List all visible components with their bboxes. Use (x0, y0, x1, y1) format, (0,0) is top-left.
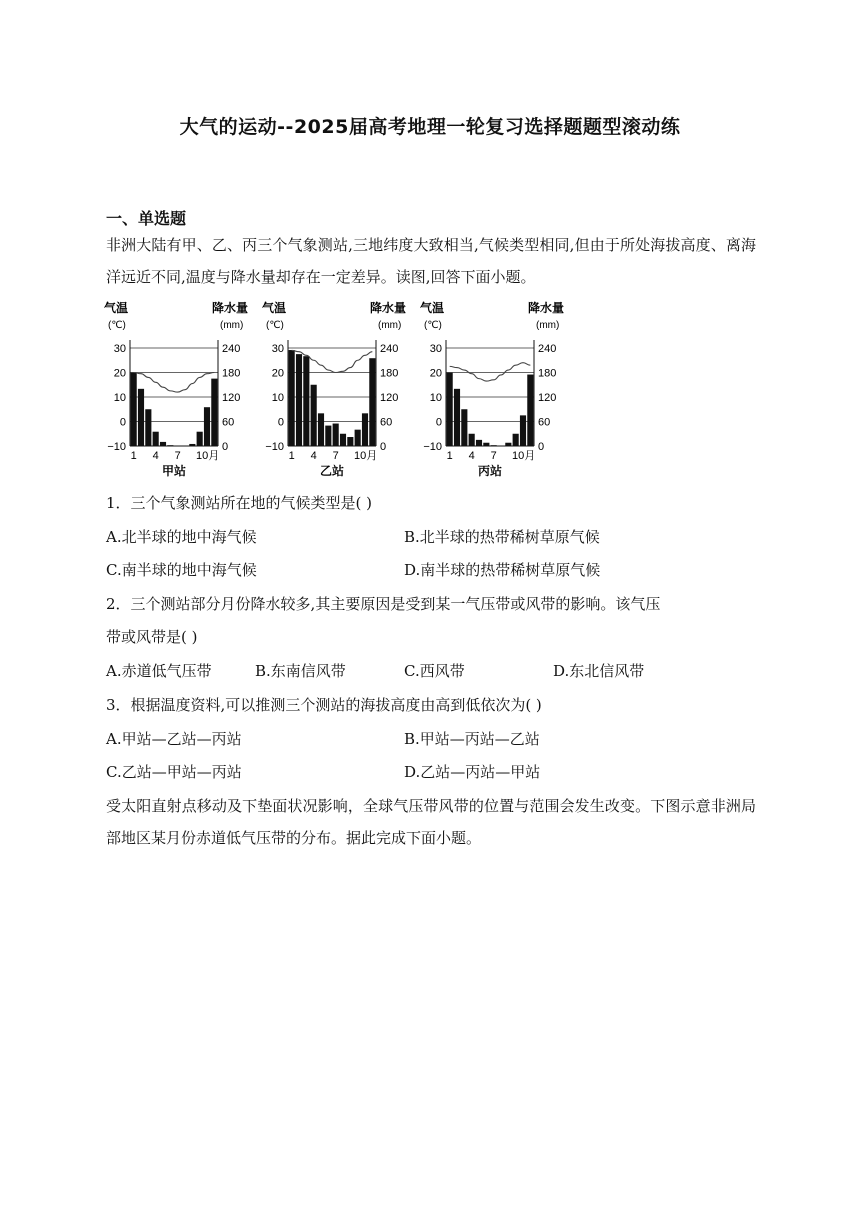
chart1-left-tick: 0 (119, 416, 126, 429)
chart2-precip-bar (303, 356, 309, 446)
chart3-left-tick: 0 (435, 416, 442, 429)
chart2-left-tick: 20 (271, 367, 284, 380)
chart1-x-tick: 7 (174, 450, 181, 462)
q1-option-a[interactable]: A.北半球的地中海气候 (106, 528, 257, 546)
chart2-x-tick: 7 (332, 450, 339, 462)
chart3-left-tick: 30 (429, 343, 442, 355)
chart1-precip-bar (145, 409, 151, 446)
chart1-precip-bar (138, 389, 144, 446)
chart1-temp-line (134, 373, 215, 393)
chart3-precip-bar (513, 434, 519, 446)
climate-charts (100, 298, 580, 480)
chart3-x-tick: 4 (468, 450, 475, 462)
chart3-left-tick: 10 (429, 392, 442, 404)
chart1-right-tick: 120 (222, 392, 241, 404)
chart2-temp-unit: (℃) (266, 320, 284, 331)
chart2-right-tick: 120 (380, 392, 399, 404)
chart1-precip-bar (211, 379, 217, 446)
chart3-x-tick: 7 (490, 450, 497, 462)
chart1-x-tick: 4 (152, 450, 159, 462)
q3-option-d[interactable]: D.乙站—丙站—甲站 (404, 763, 541, 781)
chart2-precip-label: 降水量 (370, 301, 407, 315)
chart1-precip-label: 降水量 (212, 301, 249, 315)
chart1-left-tick: 20 (113, 367, 126, 380)
chart3-precip-unit: (mm) (536, 320, 560, 331)
chart1-x-tick: 1 (130, 450, 137, 462)
chart2-right-tick: 0 (380, 441, 387, 453)
chart2-station-name: 乙站 (319, 464, 345, 478)
chart3-temp-label: 气温 (420, 301, 445, 315)
chart2-left-tick: −10 (265, 441, 284, 453)
chart2-precip-bar (311, 385, 317, 446)
intro-paragraph-2: 受太阳直射点移动及下垫面状况影响，全球气压带风带的位置与范围会发生改变。下图示意非洲局部地区某月份赤道低气压带的分布。据此完成下面小题。 (106, 797, 756, 847)
chart2-left-tick: 10 (271, 392, 284, 404)
chart3-right-tick: 120 (538, 392, 557, 404)
chart3-precip-bar (461, 409, 467, 446)
chart3-precip-bar (469, 434, 475, 446)
chart2-precip-bar (355, 430, 361, 446)
chart2-right-tick: 180 (380, 367, 399, 380)
chart2-temp-label: 气温 (262, 301, 287, 315)
q1-option-c[interactable]: C.南半球的地中海气候 (106, 561, 257, 579)
chart2-precip-bar (340, 434, 346, 446)
q3-option-c[interactable]: C.乙站—甲站—丙站 (106, 763, 242, 781)
q2-option-a[interactable]: A.赤道低气压带 (106, 662, 212, 680)
chart2-x-tick: 1 (288, 450, 295, 462)
chart3-left-tick: 20 (429, 367, 442, 380)
chart1-precip-bar (189, 444, 195, 446)
chart3-left-tick: −10 (423, 441, 442, 453)
question-1-stem: 1．三个气象测站所在地的气候类型是( ) (106, 494, 373, 512)
chart1-left-tick: 30 (113, 343, 126, 355)
chart3-right-tick: 240 (538, 343, 557, 355)
question-2-stem-line1: 2．三个测站部分月份降水较多,其主要原因是受到某一气压带或风带的影响。该气压 (106, 595, 661, 613)
chart3-station-name: 丙站 (477, 464, 503, 478)
q2-option-d[interactable]: D.东北信风带 (553, 662, 645, 680)
chart2-x-tick: 10月 (354, 450, 378, 462)
chart1-right-tick: 60 (222, 416, 235, 429)
chart1-x-tick: 10月 (196, 450, 220, 462)
chart3-precip-bar (476, 440, 482, 446)
chart3-x-tick: 1 (446, 450, 453, 462)
chart2-precip-bar (289, 350, 295, 446)
chart1-right-tick: 0 (222, 441, 229, 453)
chart2-precip-bar (333, 424, 339, 446)
chart2-precip-unit: (mm) (378, 320, 402, 331)
chart1-precip-bar (160, 442, 166, 446)
chart2-precip-bar (369, 358, 375, 446)
chart1-temp-label: 气温 (104, 301, 129, 315)
q2-option-b[interactable]: B.东南信风带 (255, 662, 346, 680)
chart3-right-tick: 180 (538, 367, 557, 380)
chart1-temp-unit: (℃) (108, 320, 126, 331)
chart3-temp-unit: (℃) (424, 320, 442, 331)
document-title: 大气的运动--2025届高考地理一轮复习选择题题型滚动练 (179, 116, 681, 138)
chart3-precip-bar (454, 389, 460, 446)
chart2-precip-bar (325, 426, 331, 446)
q3-option-b[interactable]: B.甲站—丙站—乙站 (404, 730, 540, 748)
chart2-x-tick: 4 (310, 450, 317, 462)
chart2-left-tick: 30 (271, 343, 284, 355)
climate-charts-svg (100, 298, 580, 480)
q2-option-c[interactable]: C.西风带 (404, 662, 465, 680)
chart1-right-tick: 180 (222, 367, 241, 380)
chart2-right-tick: 60 (380, 416, 393, 429)
chart3-precip-bar (505, 443, 511, 446)
chart3-precip-bar (520, 415, 526, 446)
chart1-precip-unit: (mm) (220, 320, 244, 331)
chart3-precip-bar (491, 445, 497, 446)
question-2-stem-line2: 带或风带是( ) (106, 628, 198, 646)
chart3-right-tick: 0 (538, 441, 545, 453)
chart1-left-tick: 10 (113, 392, 126, 404)
chart3-temp-line (450, 363, 531, 381)
chart3-precip-bar (483, 443, 489, 446)
q1-option-b[interactable]: B.北半球的热带稀树草原气候 (404, 528, 600, 546)
chart2-left-tick: 0 (277, 416, 284, 429)
chart1-precip-bar (204, 407, 210, 446)
chart2-precip-bar (347, 437, 353, 446)
chart3-precip-label: 降水量 (528, 301, 565, 315)
chart1-right-tick: 240 (222, 343, 241, 355)
chart1-precip-bar (131, 373, 137, 447)
chart2-precip-bar (318, 413, 324, 446)
chart2-precip-bar (362, 413, 368, 446)
chart2-right-tick: 240 (380, 343, 399, 355)
chart3-precip-bar (447, 373, 453, 447)
chart1-precip-bar (197, 432, 203, 446)
chart2-precip-bar (296, 354, 302, 446)
section-heading: 一、单选题 (106, 209, 187, 228)
chart3-right-tick: 60 (538, 416, 551, 429)
question-3-stem: 3．根据温度资料,可以推测三个测站的海拔高度由高到低依次为( ) (106, 696, 542, 714)
intro-paragraph-1: 非洲大陆有甲、乙、丙三个气象测站,三地纬度大致相当,气候类型相同,但由于所处海拔高度、离海洋远近不同,温度与降水量却存在一定差异。读图,回答下面小题。 (106, 236, 756, 286)
chart1-precip-bar (167, 445, 173, 446)
chart1-precip-bar (153, 432, 159, 446)
chart1-station-name: 甲站 (161, 464, 187, 478)
q1-option-d[interactable]: D.南半球的热带稀树草原气候 (404, 561, 601, 579)
chart3-precip-bar (527, 375, 533, 446)
chart1-left-tick: −10 (107, 441, 126, 453)
q3-option-a[interactable]: A.甲站—乙站—丙站 (106, 730, 242, 748)
chart3-x-tick: 10月 (512, 450, 536, 462)
